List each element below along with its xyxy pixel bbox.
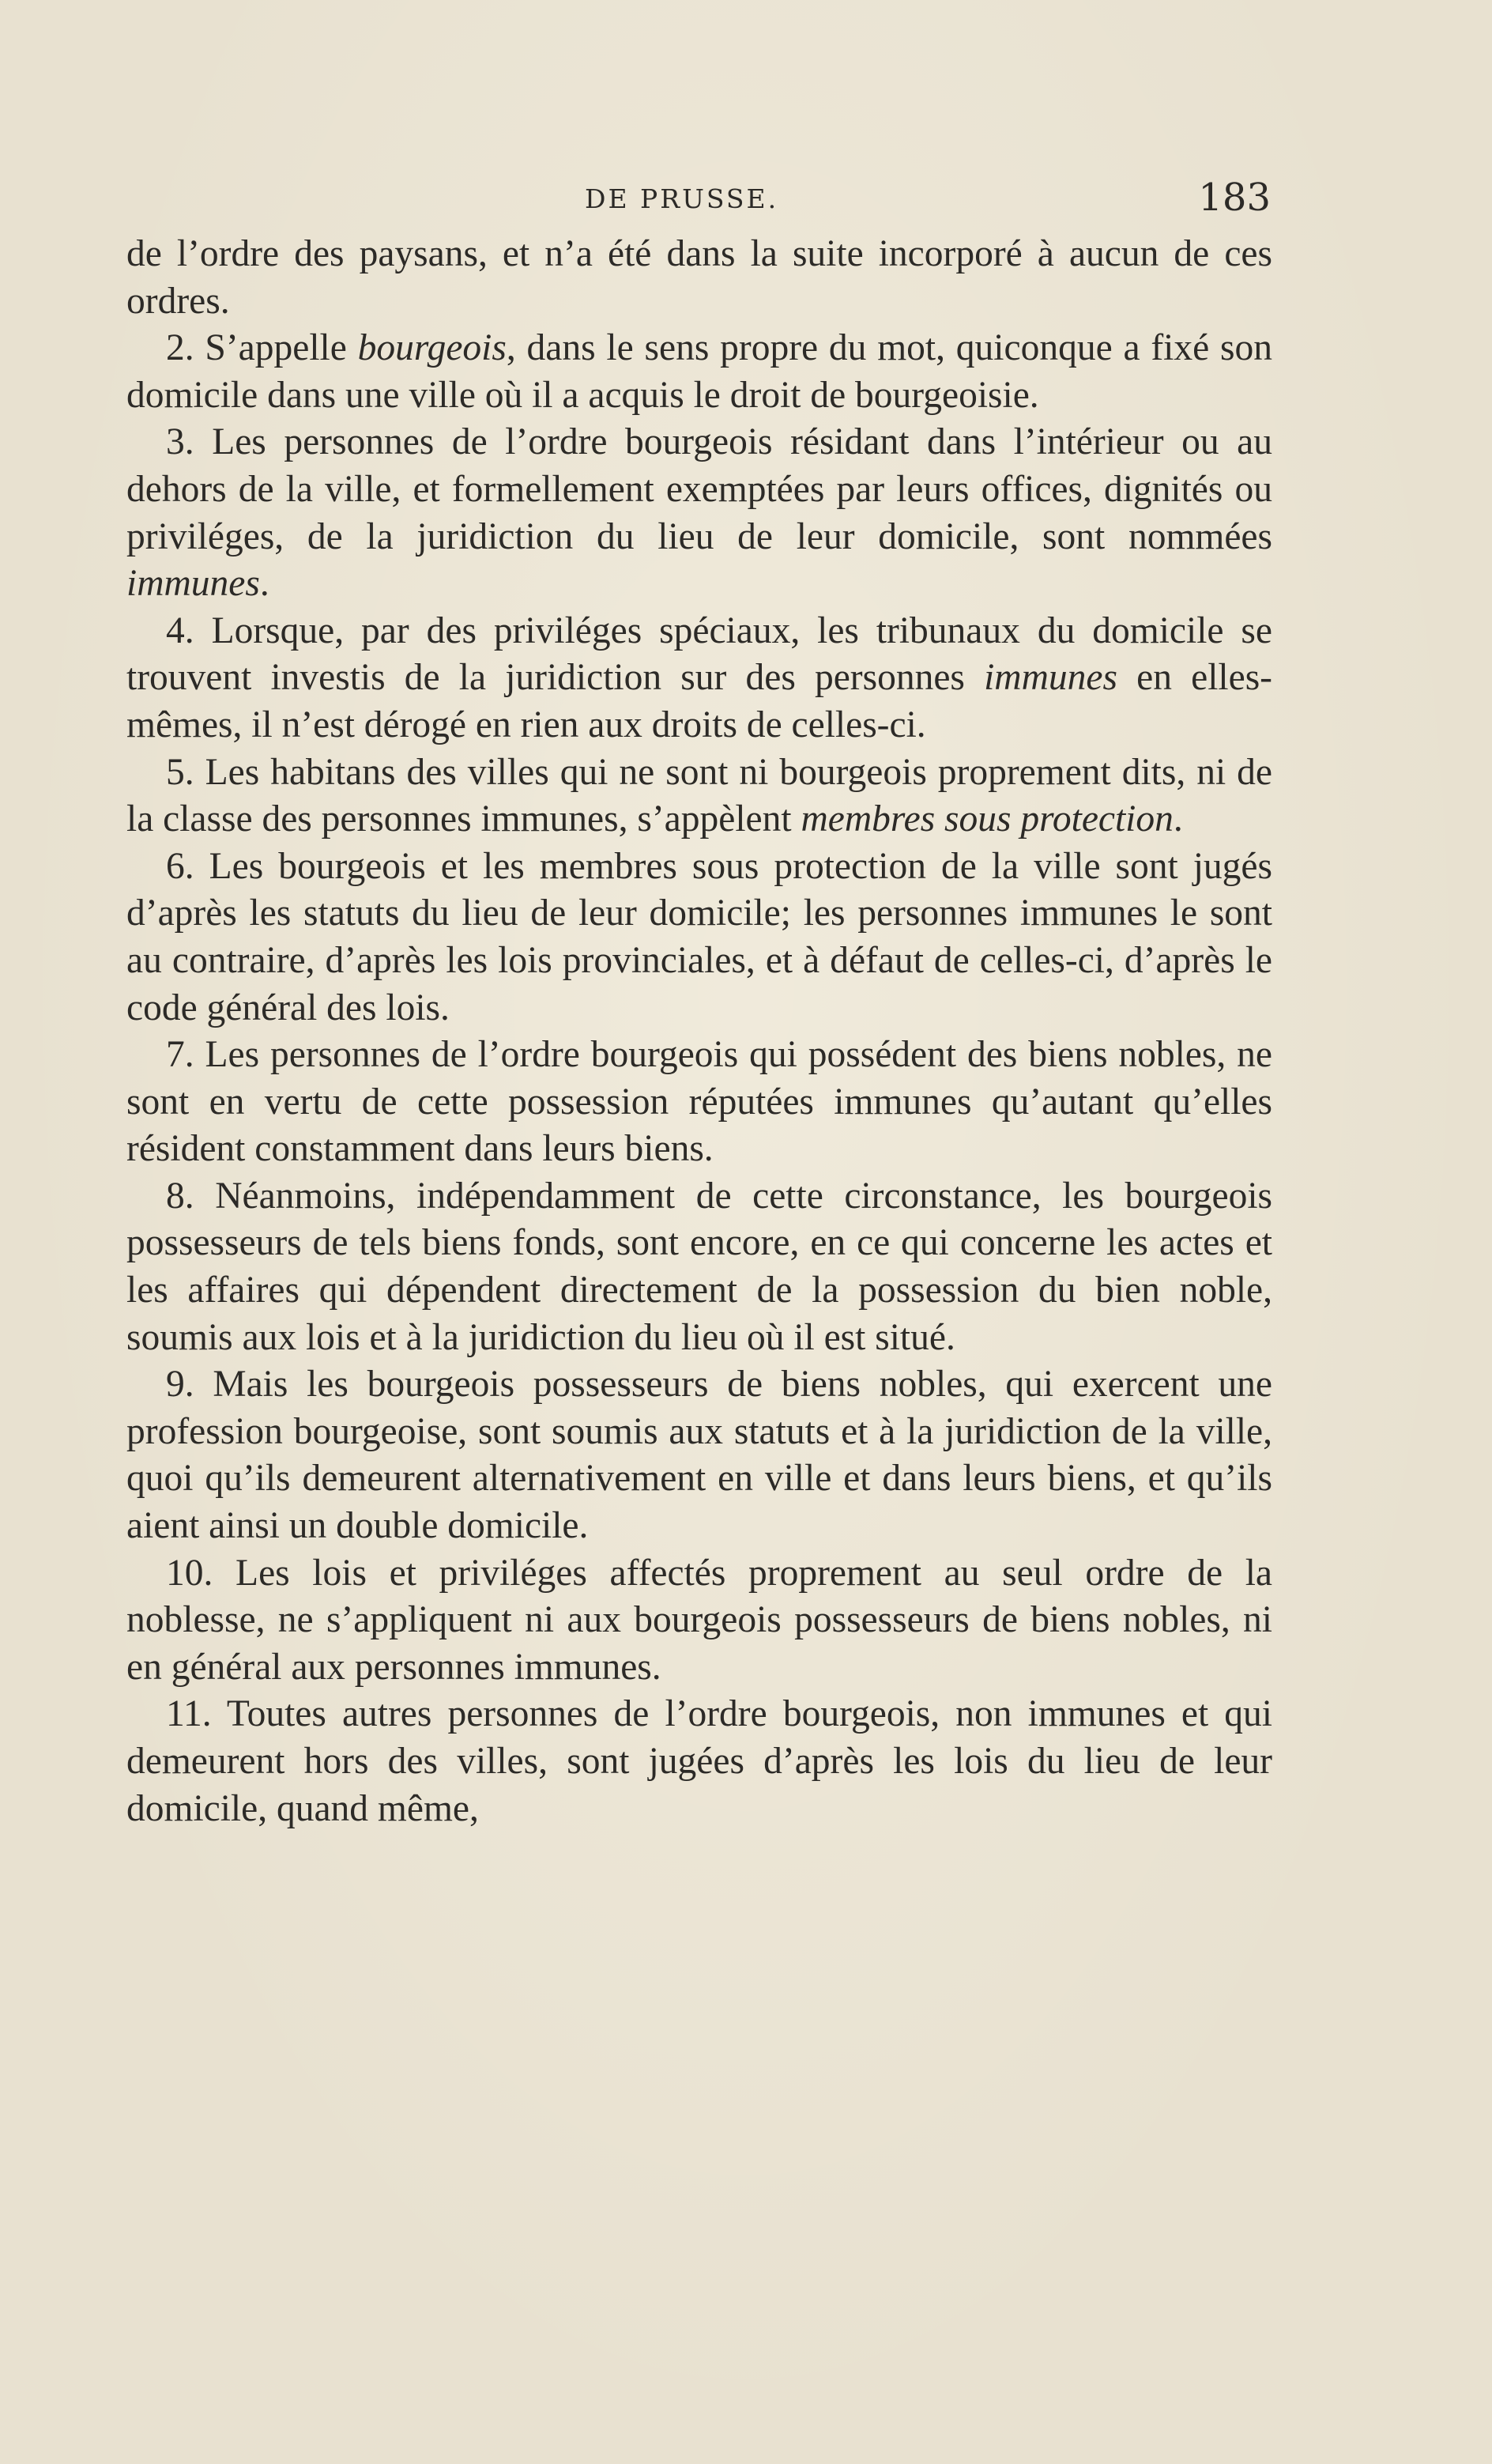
paragraph-continuation (126, 231, 1272, 325)
paragraph-text: 6. Les bourgeois et les membres sous protection de la ville sont jugés d’après les statuts du lieu de leur domicile; les personnes immunes le sont au contraire, d’après les lois provinciales, et à défaut de celles-ci, d’après le code général des lois. (126, 845, 1272, 1028)
paragraph-text: 7. Les personnes de l’ordre bourgeois qui possédent des biens nobles, ne sont en vertu de cette possession réputées immunes qu’autant qu’elles résident constamment dans leurs biens. (126, 1034, 1272, 1170)
article-8 (126, 1173, 1272, 1361)
article-6 (126, 843, 1272, 1032)
running-title: DE PRUSSE. (585, 183, 779, 214)
paragraph-text: 5. Les habitans des villes qui ne sont ni bourgeois proprement dits, ni de la classe des personnes immunes, s’appèlent (126, 751, 1272, 840)
article-10 (126, 1550, 1272, 1692)
article-4 (126, 608, 1272, 749)
paragraph-text: 9. Mais les bourgeois possesseurs de biens nobles, qui exercent une profession bourgeoise, sont soumis aux statuts et à la juridiction de la ville, quoi qu’ils demeurent alternativement en ville et dans leurs biens, et qu’ils aient ainsi un double domicile. (126, 1364, 1272, 1547)
article-2 (126, 325, 1272, 419)
paragraph-text: de l’ordre des paysans, et n’a été dans la suite incorporé à aucun de ces ordres. (126, 233, 1272, 322)
article-9 (126, 1361, 1272, 1549)
body-text (126, 231, 1272, 1832)
paragraph-text: 8. Néanmoins, indépendamment de cette circonstance, les bourgeois possesseurs de tels biens fonds, sont encore, en ce qui concerne les actes et les affaires qui dépendent directement de la possession du bien noble, soumis aux lois et à la juridiction du lieu où il est situé. (126, 1175, 1272, 1358)
paragraph-text: 4. Lorsque, par des priviléges spéciaux, les tribunaux du domicile se trouvent investis de la juridiction sur des personnes (126, 609, 1272, 699)
italic-term: immunes (984, 657, 1117, 699)
italic-term: membres sous protection (801, 798, 1174, 840)
article-7 (126, 1032, 1272, 1173)
page-number: 183 (1198, 175, 1271, 220)
italic-term: bourgeois (357, 327, 507, 369)
article-11 (126, 1691, 1272, 1832)
running-head (126, 175, 1271, 223)
paragraph-text: , dans le sens propre du mot, quiconque a fixé son domicile dans une ville où il a acquis le droit de bourgeoisie. (126, 327, 1272, 416)
paragraph-text: 10. Les lois et priviléges affectés proprement au seul ordre de la noblesse, ne s’appliquent ni aux bourgeois possesseurs de biens nobles, ni en général aux personnes immunes. (126, 1552, 1272, 1688)
article-3 (126, 419, 1272, 607)
paragraph-text: . (1173, 798, 1183, 840)
paragraph-text: en elles-mêmes, il n’est dérogé en rien aux droits de celles-ci. (126, 657, 1272, 745)
paragraph-text: 2. S’appelle (166, 327, 358, 369)
italic-term: immunes (126, 563, 260, 605)
paragraph-text: 11. Toutes autres personnes de l’ordre bourgeois, non immunes et qui demeurent hors des villes, sont jugées d’après les lois du lieu de leur domicile, quand même, (126, 1693, 1272, 1829)
article-5 (126, 749, 1272, 843)
paragraph-text: 3. Les personnes de l’ordre bourgeois résidant dans l’intérieur ou au dehors de la ville, et formellement exemptées par leurs offices, dignités ou priviléges, de la juridiction du lieu de leur domicile, sont nommées (126, 421, 1272, 557)
paragraph-text: . (259, 563, 269, 605)
